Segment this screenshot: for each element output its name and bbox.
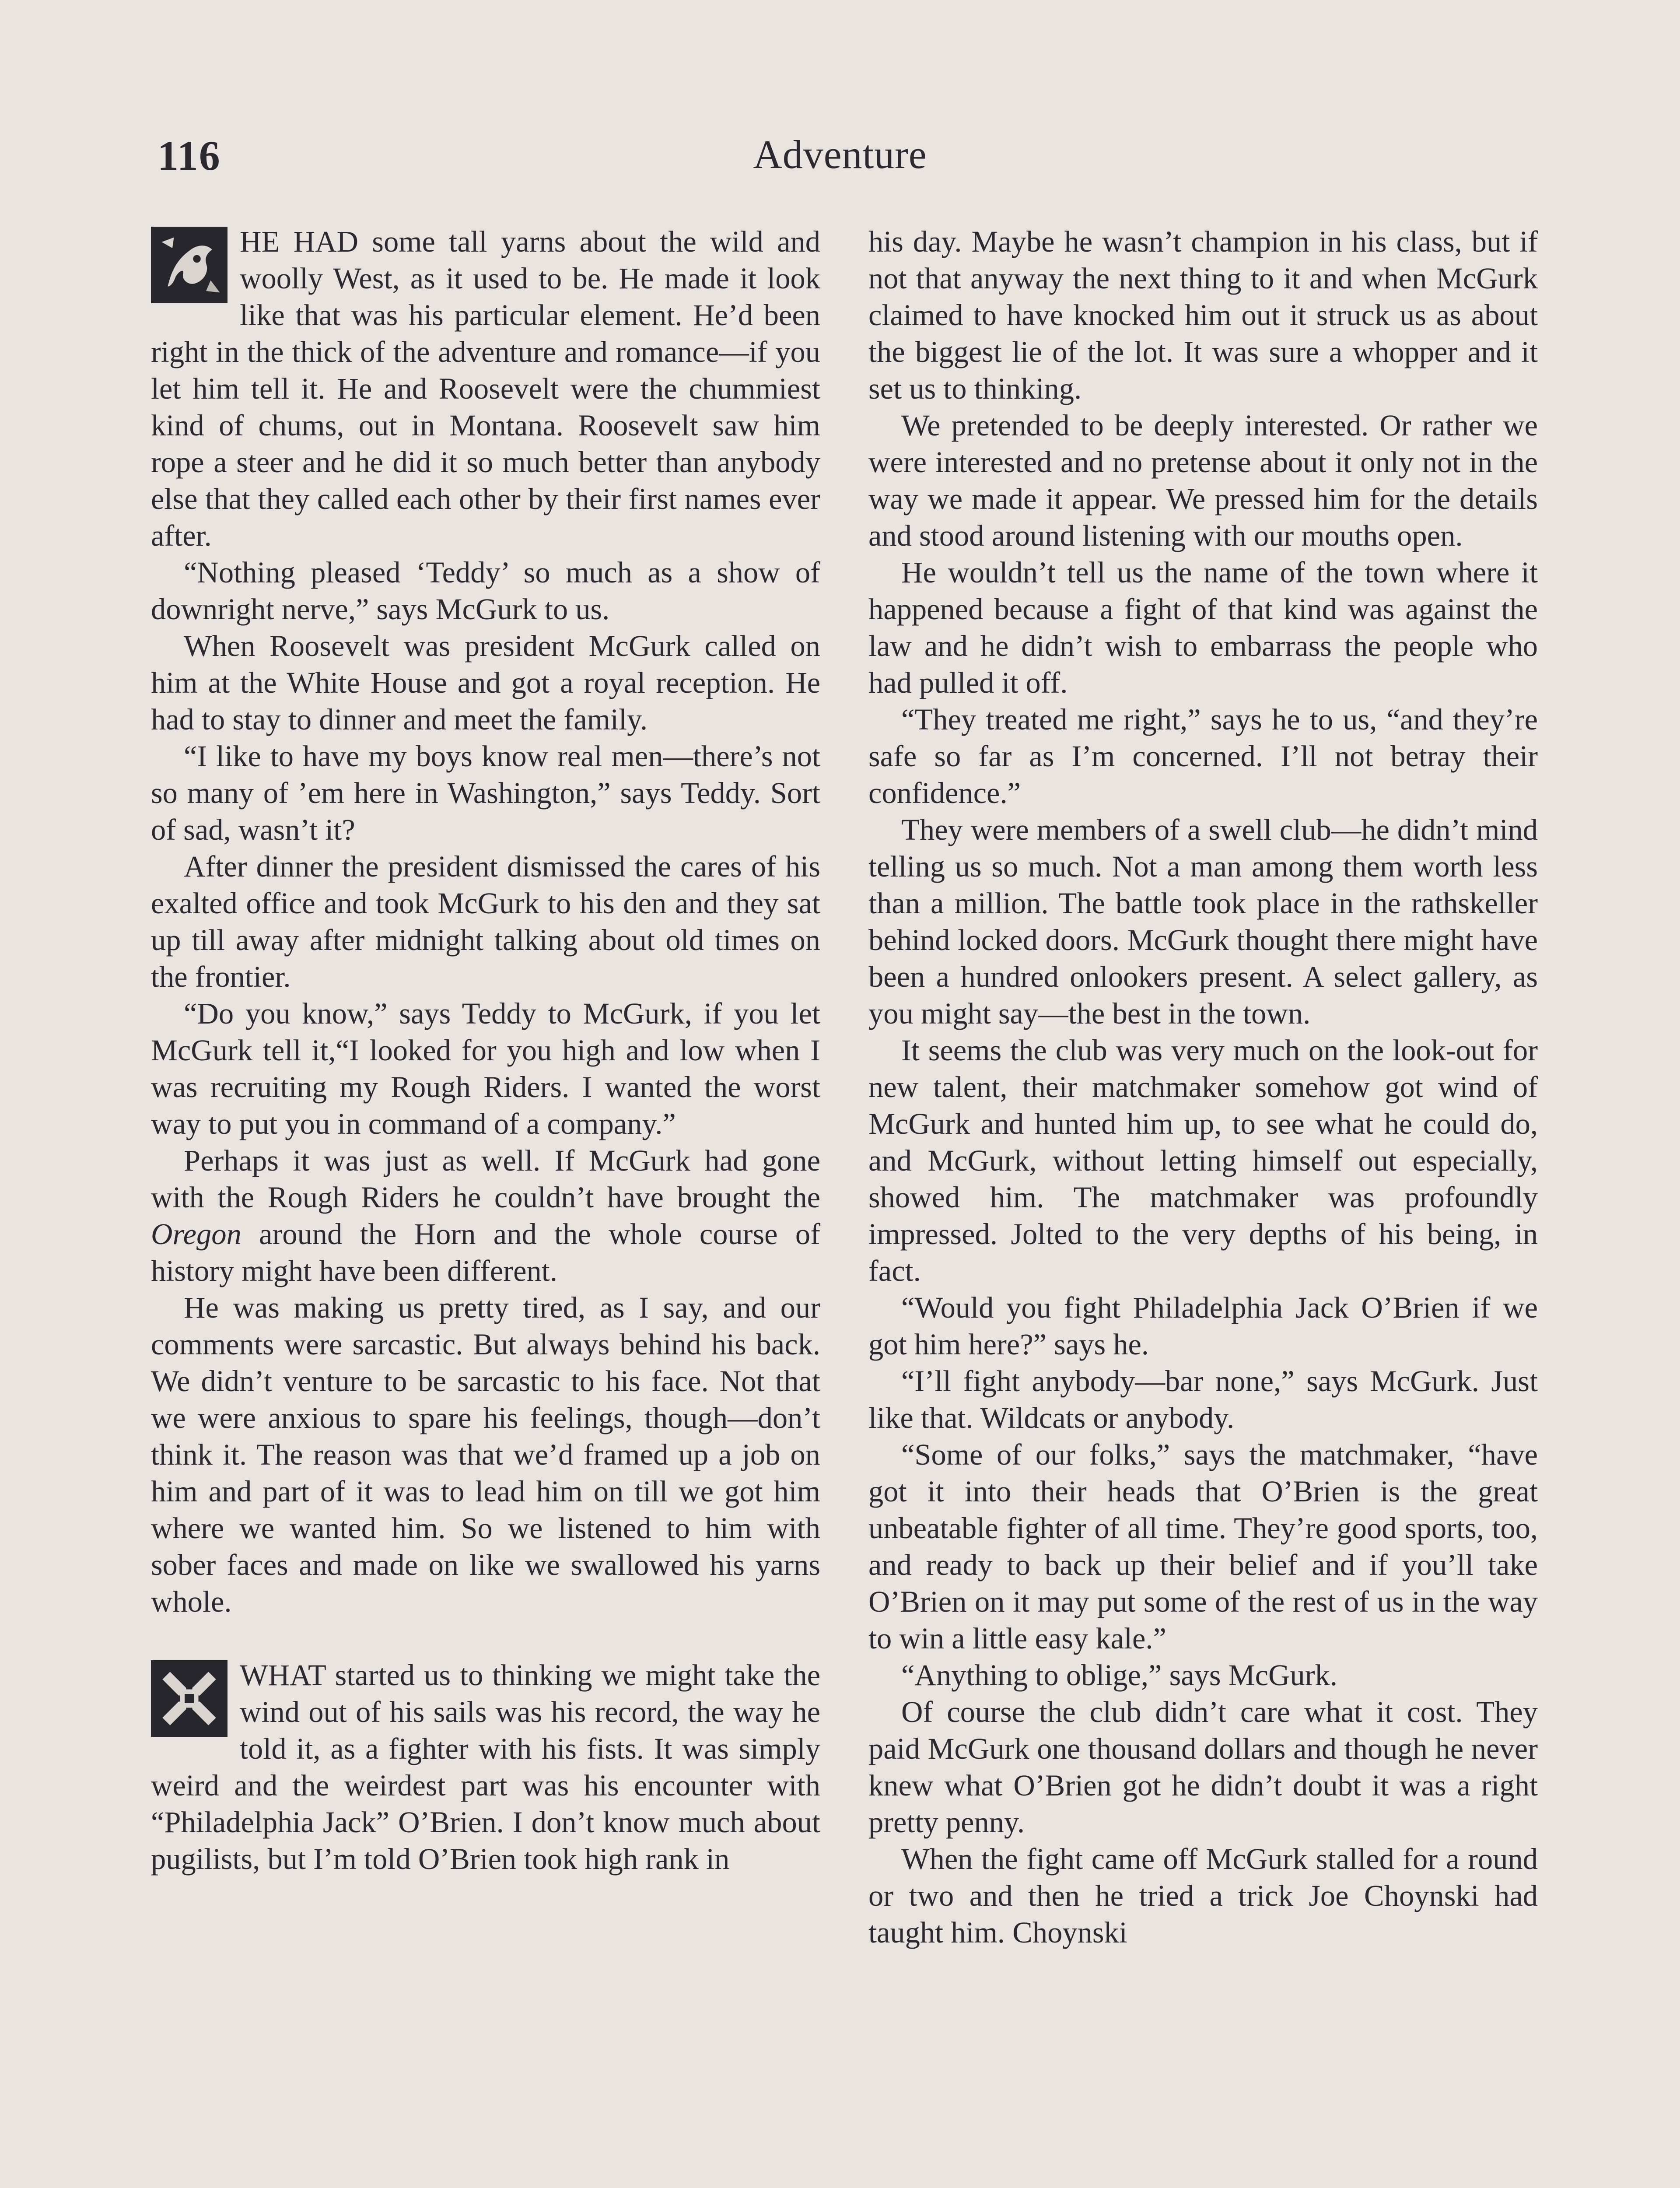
ship-name: Oregon [151,1217,242,1251]
page-header [158,131,1522,193]
paragraph: “Do you know,” says Teddy to McGurk, if you let McGurk tell it,“I looked for you high and low when I was recruiting my Rough Riders. I wanted the worst way to put you in command of a company.” [151,997,820,1140]
paragraph: After dinner the president dismissed the cares of his exalted office and took McGurk to his den and they sat up till away after midnight talking about old times on the frontier. [151,850,820,993]
paragraph: When Roosevelt was president McGurk called on him at the White House and got a royal reception. He had to stay to dinner and meet the family. [151,629,820,736]
paragraph: “Nothing pleased ‘Teddy’ so much as a show of downright nerve,” says McGurk to us. [151,556,820,626]
paragraph: “I like to have my boys know real men—there’s not so many of ’em here in Washington,” says Teddy. Sort of sad, wasn’t it? [151,740,820,846]
paragraph: It seems the club was very much on the look-out for new talent, their matchmaker somehow got wind of McGurk and hunted him up, to see what he could do, and McGurk, without letting himself out especially, showed him. The matchmaker was profoundly impressed. Jolted to the very depths of his being, in fact. [868,1034,1538,1287]
paragraph-text: WHAT started us to thinking we might take the wind out of his sails was his record, the way he told it, as a fighter with his fists. It was simply weird and the weirdest part was his encounter with “Philadelphia Jack” O’Brien. I don’t know much about pugilists, but I’m told O’Brien took high rank in [151,1659,820,1876]
paragraph: “I’ll fight anybody—bar none,” says McGurk. Just like that. Wildcats or anybody. [868,1364,1538,1434]
running-title: Adventure [753,132,927,177]
paragraph: his day. Maybe he wasn’t champion in his class, but if not that anyway the next thing to it and when McGurk claimed to have knocked him out it struck us as about the biggest lie of the lot. It was sure a whopper and it set us to thinking. [868,225,1538,405]
page-number: 116 [158,132,221,179]
paragraph: When the fight came off McGurk stalled for a round or two and then he tried a trick Joe Choynski had taught him. Choynski [868,1842,1538,1949]
paragraph: “They treated me right,” says he to us, “and they’re safe so far as I’m concerned. I’ll not betray their confidence.” [868,703,1538,810]
paragraph: He was making us pretty tired, as I say, and our comments were sarcastic. But always behind his back. We didn’t venture to be sarcastic to his face. Not that we were anxious to spare his feelings, though—don’t think it. The reason was that we’d framed up a job on him and part of it was to lead him on till we got him where we wanted him. So we listened to him with sober faces and made on like we swallowed his yarns whole. [151,1291,820,1618]
paragraph: They were members of a swell club—he didn’t mind telling us so much. Not a man among them worth less than a million. The battle took place in the rathskeller behind locked doors. McGurk thought there might have been a hundred onlookers present. A select gallery, as you might say—the best in the town. [868,813,1538,1030]
paragraph-text: HE HAD some tall yarns about the wild and woolly West, as it used to be. He made it look like that was his particular element. He’d been right in the thick of the adventure and romance—if you let him tell it. He and Roosevelt were the chummiest kind of chums, out in Montana. Roosevelt saw him rope a steer and he did it so much better than anybody else that they called each other by their first names ever after. [151,225,820,552]
left-column [151,223,820,2188]
paragraph: “Some of our folks,” says the matchmaker, “have got it into their heads that O’Brien is the great unbeatable fighter of all time. They’re good sports, too, and ready to back up their belief and if you’ll take O’Brien on it may put some of the rest of us in the way to win a little easy kale.” [868,1438,1538,1655]
paragraph [151,1142,820,1289]
paragraph: Of course the club didn’t care what it cost. They paid McGurk one thousand dollars and though he never knew what O’Brien got he didn’t doubt it was a right pretty penny. [868,1695,1538,1839]
paragraph-text: around the Horn and the whole course of history might have been different. [151,1217,820,1287]
article-body [151,223,1538,2188]
paragraph [151,1657,820,1877]
ornamental-initial-icon [151,1660,228,1737]
paragraph: He wouldn’t tell us the name of the town where it happened because a fight of that kind was against the law and he didn’t wish to embarrass the people who had pulled it off. [868,556,1538,699]
ornamental-initial-icon [151,227,228,303]
paragraph [151,223,820,554]
paragraph: “Would you fight Philadelphia Jack O’Brien if we got him here?” says he. [868,1291,1538,1361]
paragraph: “Anything to oblige,” says McGurk. [901,1659,1337,1692]
paragraph: We pretended to be deeply interested. Or rather we were interested and no pretense about it only not in the way we made it appear. We pressed him for the details and stood around listening with our mouths open. [868,409,1538,552]
paragraph-text: Perhaps it was just as well. If McGurk had gone with the Rough Riders he couldn’t have brought the [151,1144,820,1214]
right-column [868,223,1538,2188]
